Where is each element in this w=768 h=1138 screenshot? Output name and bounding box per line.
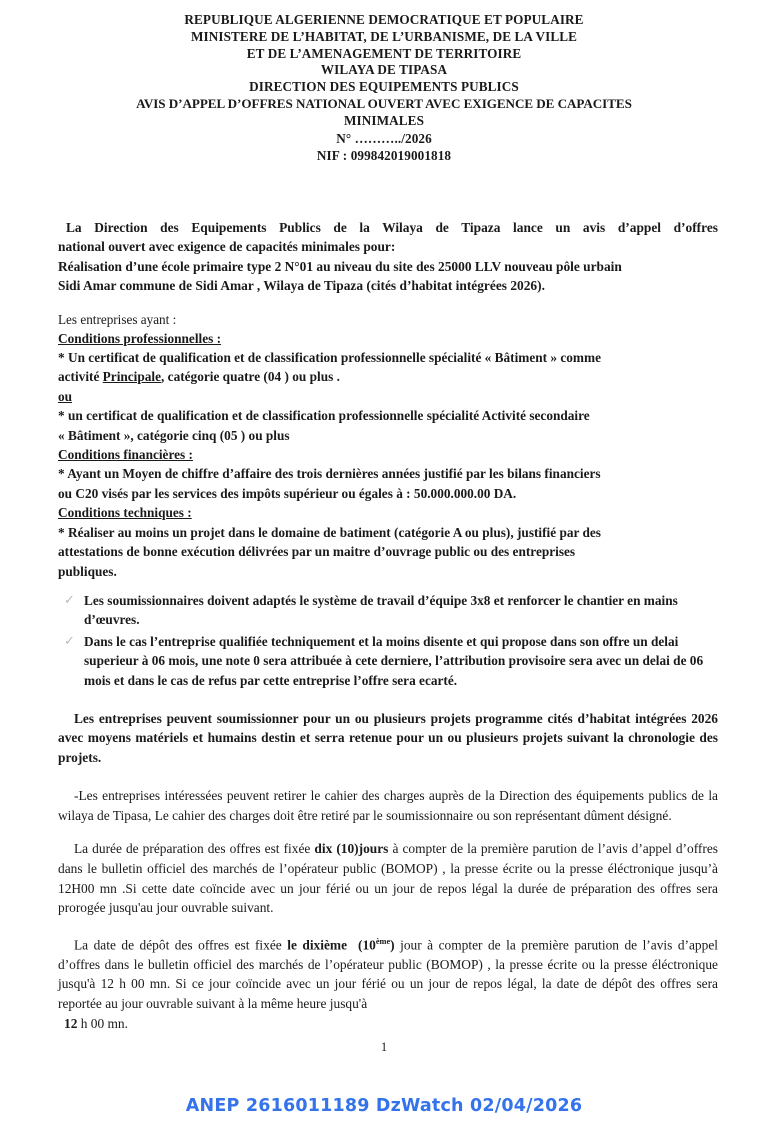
technical-line-3: publiques.	[58, 563, 117, 579]
technical-conditions-heading: Conditions techniques :	[58, 505, 192, 521]
technical-conditions-block	[58, 503, 718, 581]
reference-number: N° ………../2026	[336, 130, 432, 146]
header-line-3: ET DE L’AMENAGEMENT DE TERRITOIRE	[246, 45, 522, 61]
activity-principale-underlined: Principale	[102, 369, 162, 385]
page-number: 1	[380, 1040, 388, 1054]
spacer	[58, 690, 718, 709]
professional-conditions-heading: Conditions professionnelles :	[58, 330, 222, 346]
professional-item-1-line-2	[58, 367, 718, 386]
activity-prefix: activité	[58, 369, 103, 385]
professional-item-2-line-1: * un certificat de qualification et de classification professionnelle spécialité Activité secondaire	[58, 408, 590, 424]
intro-line-4: Sidi Amar commune de Sidi Amar , Wilaya de Tipaza (cités d’habitat intégrées 2026).	[58, 278, 545, 294]
checklist-item-text: Dans le cas l’entreprise qualifiée techniquement et la moins disente et qui propose dans son offre un delai superieur à 06 mois, une note 0 sera attribuée à cete derniere, l’attribution provisoire sera avec un delai de 06 mois et dans le cas de refus par cette entreprise l’offre sera ecarté.	[84, 633, 704, 688]
intro-line-2: national ouvert avec exigence de capacités minimales pour:	[58, 239, 396, 255]
spacer	[58, 581, 718, 589]
preparation-text-part-1: La durée de préparation des offres est fixée	[74, 841, 315, 857]
deposit-deadline-paragraph	[58, 932, 718, 1033]
intro-paragraph	[58, 218, 718, 296]
deposit-day-bold: le dixième	[287, 937, 348, 953]
professional-item-2-line-2: « Bâtiment », catégorie cinq (05 ) ou plus	[58, 427, 290, 443]
preparation-deadline-paragraph	[58, 839, 718, 917]
deposit-time-bold: 12	[64, 1015, 78, 1031]
activity-suffix: , catégorie quatre (04 ) ou plus .	[161, 369, 340, 385]
list-item	[58, 591, 718, 630]
spacer	[58, 296, 718, 310]
lead-in-text: Les entreprises ayant :	[58, 311, 177, 327]
deposit-text-part-2: jour à compter de la première parution de l’avis d’appel d’offres dans le bulletin officiel des marchés de l’opérateur public (BOMOP) , la presse écrite ou la presse éléctronique jusqu'à 12 h 00 mn. Si ce jour coïncide avec un jour férié ou un jour de repos légal, la date de dépôt des offres sera reportée au jour ouvrable suivant à la même heure jusqu'à	[58, 937, 718, 1011]
header-line-2: MINISTERE DE L’HABITAT, DE L’URBANISME, DE LA VILLE	[190, 28, 578, 44]
preparation-duration-bold: dix (10)jours	[314, 841, 389, 857]
deposit-text-part-1: La date de dépôt des offres est fixée	[74, 937, 288, 953]
list-item	[58, 632, 718, 690]
deposit-ordinal-superscript: ème	[375, 936, 391, 946]
financial-conditions-heading: Conditions financières :	[58, 447, 193, 463]
preparation-text-part-2: à compter de la première parution de l’avis d’appel d’offres dans le bulletin officiel des marchés de l’opérateur public (BOMOP) , la presse écrite ou la presse éléctronique jusqu’à 12H00 mn .Si cette date coïncide avec un jour férié ou un jour de repos légal la durée de préparation des offres sera prorogée jusqu'au jour ouvrable suivant.	[58, 841, 718, 916]
deposit-time-rest: h 00 mn.	[77, 1015, 128, 1031]
deposit-day-number-close: )	[390, 937, 395, 953]
intro-line-1: La Direction des Equipements Publics de la Wilaya de Tipaza lance un avis d’appel d’offres	[66, 220, 718, 235]
document-header	[0, 0, 768, 165]
professional-item-1-line-1: * Un certificat de qualification et de classification professionnelle spécialité « Bâtiment » comme	[58, 350, 601, 366]
header-line-6: AVIS D’APPEL D’OFFRES NATIONAL OUVERT AVEC EXIGENCE DE CAPACITES	[136, 95, 632, 111]
anep-footer: ANEP 2616011189 DzWatch 02/04/2026	[185, 1096, 583, 1116]
spacer	[58, 918, 718, 932]
multi-project-paragraph: Les entreprises peuvent soumissionner pour un ou plusieurs projets programme cités d’habitat intégrées 2026 avec moyens matériels et humains destin et serra retenue pour un ou plusieurs projets suivant la chronologie des projets.	[58, 710, 718, 765]
technical-line-1: * Réaliser au moins un projet dans le domaine de batiment (catégorie A ou plus), justifié par des	[58, 524, 601, 540]
technical-line-2: attestations de bonne exécution délivrées par un maitre d’ouvrage public ou des entreprises	[58, 544, 576, 560]
spacer	[58, 825, 718, 839]
deposit-day-number-open: (10	[358, 937, 376, 953]
check-mark-icon: ✓	[64, 632, 75, 648]
spacer	[58, 767, 718, 786]
header-line-1: REPUBLIQUE ALGERIENNE DEMOCRATIQUE ET POPULAIRE	[184, 12, 584, 27]
header-line-4: WILAYA DE TIPASA	[320, 62, 448, 78]
checklist-item-text: Les soumissionnaires doivent adaptés le système de travail d’équipe 3x8 et renforcer le chantier en mains d’œuvres.	[84, 592, 678, 628]
professional-conditions-block	[58, 329, 718, 445]
header-line-7: MINIMALES	[343, 112, 425, 128]
withdrawal-paragraph: -Les entreprises intéressées peuvent retirer le cahier des charges auprès de la Direction des équipements publics de la wilaya de Tipasa, Le cahier des charges doit être retiré par le soumissionnaire ou son représentant dûment désigné.	[58, 788, 718, 823]
requirements-checklist	[58, 591, 718, 690]
financial-conditions-block	[58, 445, 718, 503]
header-line-5: DIRECTION DES EQUIPEMENTS PUBLICS	[249, 79, 519, 95]
nif-number: NIF : 099842019001818	[316, 148, 452, 164]
financial-line-1: * Ayant un Moyen de chiffre d’affaire des trois dernières années justifié par les bilans financiers	[58, 466, 601, 482]
or-separator: ou	[58, 388, 73, 404]
document-body	[58, 218, 718, 1033]
check-mark-icon: ✓	[64, 591, 75, 607]
intro-line-3: Réalisation d’une école primaire type 2 N°01 au niveau du site des 25000 LLV nouveau pôle urbain	[58, 258, 622, 274]
financial-line-2: ou C20 visés par les services des impôts supérieur ou égales à : 50.000.000.00 DA.	[58, 485, 517, 501]
